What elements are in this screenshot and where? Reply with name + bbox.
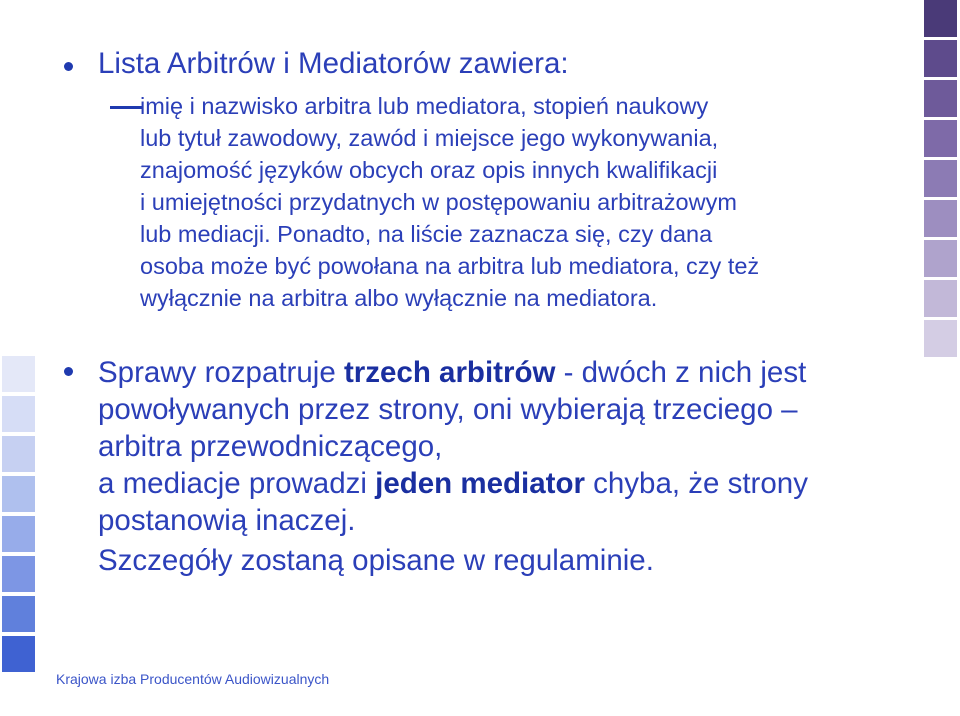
bullet-icon [64, 62, 73, 71]
text-line: i umiejętności przydatnych w postępowaniu arbitrażowym [140, 189, 737, 215]
text-line: arbitra przewodniczącego, [98, 430, 443, 463]
paragraph-mediation [98, 465, 808, 539]
sub-bullet-text [140, 90, 920, 314]
text-line [98, 465, 808, 502]
square [2, 436, 35, 472]
square [2, 636, 35, 672]
square [2, 596, 35, 632]
text-line: postanowią inaczej. [98, 504, 356, 537]
square [924, 200, 957, 237]
square [2, 356, 35, 392]
square [2, 396, 35, 432]
square [924, 160, 957, 197]
text-line: wyłącznie na arbitra albo wyłącznie na mediatora. [140, 285, 658, 311]
bold-text: jeden mediator [375, 467, 585, 500]
footer-text: Krajowa izba Producentów Audiowizualnych [56, 671, 330, 687]
square [2, 476, 35, 512]
text-line: osoba może być powołana na arbitra lub mediatora, czy też [140, 253, 760, 279]
bold-text: trzech arbitrów [343, 356, 556, 389]
bullet-icon [64, 367, 73, 376]
square [2, 556, 35, 592]
square [924, 120, 957, 157]
bullet-text: Lista Arbitrów i Mediatorów zawiera: [98, 47, 569, 80]
paragraph-arbitrators [98, 354, 806, 465]
text-line: znajomość języków obcych oraz opis innych kwalifikacji [140, 157, 718, 183]
square [924, 80, 957, 117]
square [924, 280, 957, 317]
square [924, 240, 957, 277]
text-fragment: Sprawy rozpatruje [98, 356, 344, 389]
text-line [98, 354, 806, 391]
decorative-squares-right [924, 0, 958, 360]
text-line: lub tytuł zawodowy, zawód i miejsce jego wykonywania, [140, 125, 719, 151]
text-line: Szczegóły zostaną opisane w regulaminie. [98, 544, 654, 577]
square [2, 516, 35, 552]
text-line: powoływanych przez strony, oni wybierają trzeciego – [98, 393, 798, 426]
text-line: lub mediacji. Ponadto, na liście zaznacza się, czy dana [140, 221, 713, 247]
square [924, 320, 957, 357]
text-line: imię i nazwisko arbitra lub mediatora, stopień naukowy [140, 93, 709, 119]
text-fragment: - dwóch z nich jest [555, 356, 807, 389]
dash-icon [110, 106, 142, 109]
square [924, 40, 957, 77]
text-fragment: a mediacje prowadzi [98, 467, 376, 500]
paragraph-details [98, 542, 654, 579]
decorative-squares-left [2, 356, 36, 676]
text-fragment: chyba, że strony [584, 467, 808, 500]
square [924, 0, 957, 37]
